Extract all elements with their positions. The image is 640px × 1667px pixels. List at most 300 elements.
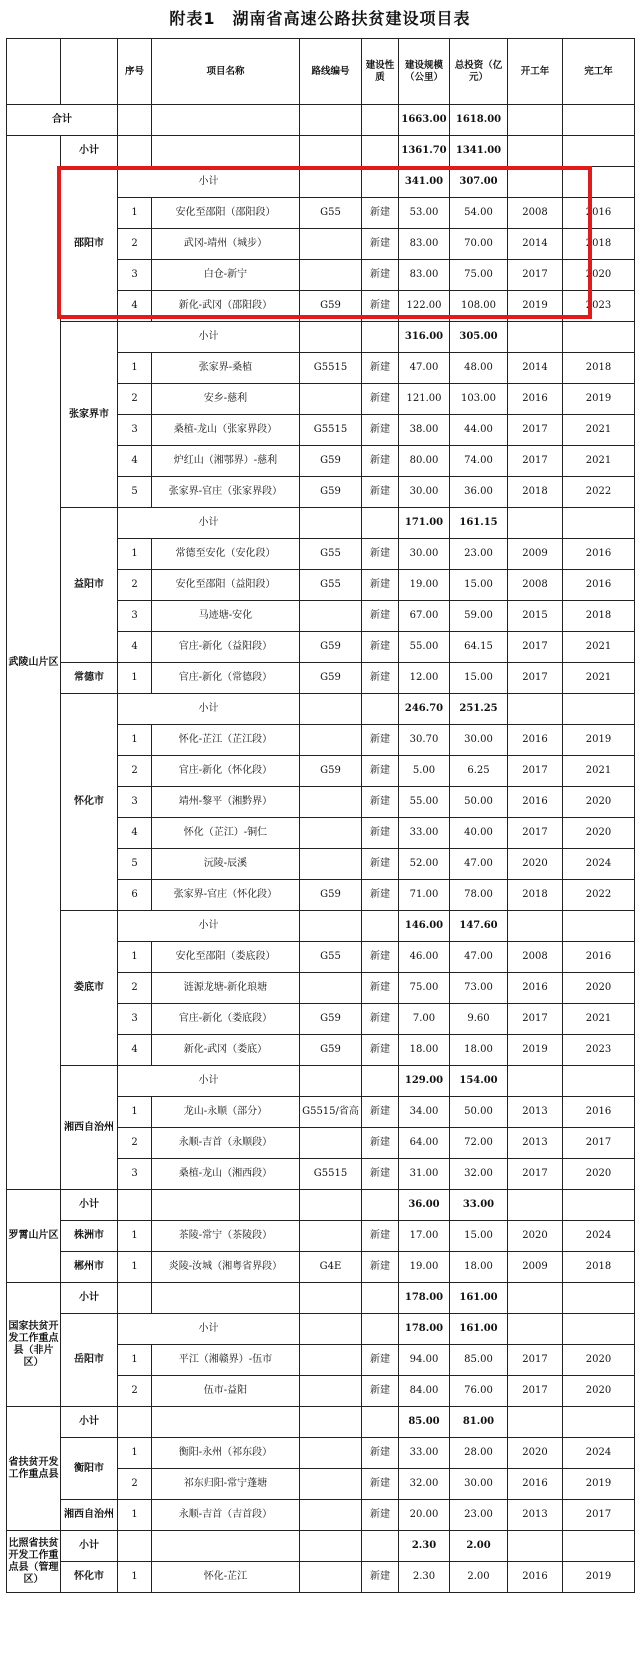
project-start: 2020 (508, 1438, 563, 1469)
cell (362, 167, 399, 198)
project-seq: 1 (118, 539, 152, 570)
project-end: 2024 (563, 1438, 635, 1469)
project-route: G59 (300, 880, 362, 911)
project-invest: 70.00 (450, 229, 508, 260)
project-name: 官庄-新化（娄底段） (152, 1004, 300, 1035)
project-nature: 新建 (362, 384, 399, 415)
project-end: 2020 (563, 1159, 635, 1190)
project-seq: 2 (118, 1128, 152, 1159)
region-subtotal-label: 小计 (61, 1190, 118, 1221)
project-invest: 18.00 (450, 1252, 508, 1283)
project-name: 炉红山（湘鄂界）-慈利 (152, 446, 300, 477)
region-subtotal-row (7, 136, 635, 167)
project-seq: 1 (118, 663, 152, 694)
project-name: 桑植-龙山（张家界段） (152, 415, 300, 446)
project-invest: 9.60 (450, 1004, 508, 1035)
cell (300, 136, 362, 167)
project-start: 2016 (508, 725, 563, 756)
cell (508, 694, 563, 725)
cell (563, 167, 635, 198)
project-end: 2016 (563, 942, 635, 973)
cell (300, 508, 362, 539)
city-subtotal-invest: 154.00 (450, 1066, 508, 1097)
cell (563, 508, 635, 539)
project-end: 2021 (563, 756, 635, 787)
header-region (7, 39, 61, 105)
cell (508, 1190, 563, 1221)
header-invest: 总投资（亿元） (450, 39, 508, 105)
project-name: 安化至邵阳（邵阳段） (152, 198, 300, 229)
project-invest: 73.00 (450, 973, 508, 1004)
project-end: 2023 (563, 1035, 635, 1066)
project-invest: 76.00 (450, 1376, 508, 1407)
project-start: 2017 (508, 756, 563, 787)
project-name: 安乡-慈利 (152, 384, 300, 415)
project-end: 2018 (563, 1252, 635, 1283)
project-scale: 19.00 (399, 570, 450, 601)
project-nature: 新建 (362, 1562, 399, 1593)
project-scale: 7.00 (399, 1004, 450, 1035)
project-seq: 3 (118, 1004, 152, 1035)
project-scale: 12.00 (399, 663, 450, 694)
project-scale: 31.00 (399, 1159, 450, 1190)
cell (118, 1283, 152, 1314)
project-invest: 15.00 (450, 663, 508, 694)
project-nature: 新建 (362, 260, 399, 291)
project-route (300, 229, 362, 260)
project-route (300, 1438, 362, 1469)
project-nature: 新建 (362, 477, 399, 508)
header-scale: 建设规模（公里） (399, 39, 450, 105)
project-seq: 1 (118, 1097, 152, 1128)
project-nature: 新建 (362, 632, 399, 663)
project-scale: 5.00 (399, 756, 450, 787)
project-name: 白仓-新宁 (152, 260, 300, 291)
city-name: 岳阳市 (61, 1314, 118, 1407)
cell (563, 322, 635, 353)
project-start: 2008 (508, 942, 563, 973)
region-name: 比照省扶贫开发工作重点县（管理区） (7, 1531, 61, 1593)
project-end: 2019 (563, 1469, 635, 1500)
project-scale: 122.00 (399, 291, 450, 322)
project-scale: 20.00 (399, 1500, 450, 1531)
cell (508, 1283, 563, 1314)
cell (563, 1283, 635, 1314)
project-invest: 15.00 (450, 570, 508, 601)
project-route (300, 1469, 362, 1500)
project-end: 2020 (563, 260, 635, 291)
project-name: 怀化（芷江）-铜仁 (152, 818, 300, 849)
city-subtotal-scale: 129.00 (399, 1066, 450, 1097)
city-subtotal-invest: 147.60 (450, 911, 508, 942)
cell (362, 1066, 399, 1097)
project-seq: 2 (118, 1376, 152, 1407)
header-nature: 建设性质 (362, 39, 399, 105)
project-name: 沅陵-辰溪 (152, 849, 300, 880)
cell (563, 1407, 635, 1438)
city-name: 湘西自治州 (61, 1066, 118, 1190)
project-start: 2017 (508, 446, 563, 477)
project-scale: 38.00 (399, 415, 450, 446)
project-route (300, 1345, 362, 1376)
city-subtotal-scale: 178.00 (399, 1314, 450, 1345)
project-start: 2009 (508, 1252, 563, 1283)
project-route (300, 973, 362, 1004)
region-subtotal-invest: 161.00 (450, 1283, 508, 1314)
project-nature: 新建 (362, 1469, 399, 1500)
project-scale: 47.00 (399, 353, 450, 384)
project-start: 2019 (508, 291, 563, 322)
project-name: 常德至安化（安化段） (152, 539, 300, 570)
cell (563, 136, 635, 167)
project-start: 2013 (508, 1097, 563, 1128)
region-name: 国家扶贫开发工作重点县（非片区） (7, 1283, 61, 1407)
cell (300, 1531, 362, 1562)
region-subtotal-label: 小计 (61, 1407, 118, 1438)
project-start: 2016 (508, 787, 563, 818)
project-end: 2018 (563, 229, 635, 260)
project-route (300, 725, 362, 756)
city-name: 株洲市 (61, 1221, 118, 1252)
project-seq: 1 (118, 1345, 152, 1376)
project-seq: 1 (118, 725, 152, 756)
region-subtotal-label: 小计 (61, 136, 118, 167)
project-name: 桑植-龙山（湘西段） (152, 1159, 300, 1190)
project-end: 2016 (563, 198, 635, 229)
project-name: 张家界-桑植 (152, 353, 300, 384)
region-subtotal-label: 小计 (61, 1531, 118, 1562)
region-subtotal-row (7, 1407, 635, 1438)
city-subtotal-invest: 251.25 (450, 694, 508, 725)
cell (118, 1407, 152, 1438)
project-name: 怀化-芷江（芷江段） (152, 725, 300, 756)
project-route: G59 (300, 446, 362, 477)
project-name: 炎陵-汝城（湘粤省界段） (152, 1252, 300, 1283)
project-seq: 5 (118, 849, 152, 880)
project-scale: 33.00 (399, 1438, 450, 1469)
project-route: G55 (300, 539, 362, 570)
city-subtotal-scale: 341.00 (399, 167, 450, 198)
project-route (300, 1376, 362, 1407)
project-invest: 59.00 (450, 601, 508, 632)
project-nature: 新建 (362, 880, 399, 911)
project-start: 2016 (508, 1562, 563, 1593)
project-end: 2022 (563, 477, 635, 508)
cell (508, 1314, 563, 1345)
project-nature: 新建 (362, 353, 399, 384)
city-name: 张家界市 (61, 322, 118, 508)
grand-total-invest: 1618.00 (450, 105, 508, 136)
project-end: 2016 (563, 1097, 635, 1128)
project-invest: 50.00 (450, 1097, 508, 1128)
cell (118, 1190, 152, 1221)
project-end: 2020 (563, 1376, 635, 1407)
project-invest: 18.00 (450, 1035, 508, 1066)
project-start: 2019 (508, 1035, 563, 1066)
project-nature: 新建 (362, 1252, 399, 1283)
project-start: 2017 (508, 818, 563, 849)
project-seq: 1 (118, 1500, 152, 1531)
project-nature: 新建 (362, 1097, 399, 1128)
project-route: G59 (300, 477, 362, 508)
city-subtotal-label: 小计 (118, 322, 300, 353)
city-name: 常德市 (61, 663, 118, 694)
project-end: 2024 (563, 849, 635, 880)
project-name: 安化至邵阳（益阳段） (152, 570, 300, 601)
region-subtotal-scale: 178.00 (399, 1283, 450, 1314)
project-name: 伍市-益阳 (152, 1376, 300, 1407)
cell (362, 1190, 399, 1221)
project-name: 新化-武冈（娄底） (152, 1035, 300, 1066)
project-seq: 1 (118, 353, 152, 384)
project-scale: 30.00 (399, 539, 450, 570)
project-invest: 72.00 (450, 1128, 508, 1159)
project-scale: 46.00 (399, 942, 450, 973)
cell (300, 1407, 362, 1438)
project-end: 2016 (563, 570, 635, 601)
project-nature: 新建 (362, 818, 399, 849)
project-start: 2017 (508, 1376, 563, 1407)
cell (563, 1531, 635, 1562)
project-route: G59 (300, 663, 362, 694)
project-row (7, 1562, 635, 1593)
project-nature: 新建 (362, 601, 399, 632)
project-end: 2020 (563, 787, 635, 818)
project-nature: 新建 (362, 1376, 399, 1407)
cell (300, 911, 362, 942)
project-invest: 50.00 (450, 787, 508, 818)
project-start: 2016 (508, 384, 563, 415)
project-route: G55 (300, 570, 362, 601)
project-route (300, 787, 362, 818)
cell (362, 1283, 399, 1314)
project-seq: 4 (118, 1035, 152, 1066)
city-subtotal-scale: 171.00 (399, 508, 450, 539)
project-end: 2017 (563, 1500, 635, 1531)
project-end: 2017 (563, 1128, 635, 1159)
project-scale: 67.00 (399, 601, 450, 632)
project-nature: 新建 (362, 1128, 399, 1159)
project-seq: 1 (118, 198, 152, 229)
project-seq: 2 (118, 1469, 152, 1500)
cell (152, 1407, 300, 1438)
poverty-project-table (6, 38, 635, 1593)
region-subtotal-row (7, 1283, 635, 1314)
project-scale: 19.00 (399, 1252, 450, 1283)
region-subtotal-scale: 1361.70 (399, 136, 450, 167)
project-name: 祁东归阳-常宁蓬塘 (152, 1469, 300, 1500)
project-name: 武冈-靖州（城步） (152, 229, 300, 260)
cell (563, 911, 635, 942)
cell (300, 167, 362, 198)
city-name: 郴州市 (61, 1252, 118, 1283)
project-route: G5515 (300, 353, 362, 384)
project-seq: 4 (118, 632, 152, 663)
project-nature: 新建 (362, 570, 399, 601)
project-end: 2021 (563, 1004, 635, 1035)
project-invest: 2.00 (450, 1562, 508, 1593)
project-nature: 新建 (362, 229, 399, 260)
project-start: 2014 (508, 229, 563, 260)
project-route (300, 1500, 362, 1531)
project-scale: 18.00 (399, 1035, 450, 1066)
project-start: 2014 (508, 353, 563, 384)
cell (362, 322, 399, 353)
cell (508, 136, 563, 167)
project-nature: 新建 (362, 725, 399, 756)
project-route: G55 (300, 942, 362, 973)
project-seq: 6 (118, 880, 152, 911)
region-name: 省扶贫开发工作重点县 (7, 1407, 61, 1531)
project-start: 2017 (508, 663, 563, 694)
project-nature: 新建 (362, 291, 399, 322)
cell (563, 1190, 635, 1221)
project-start: 2016 (508, 973, 563, 1004)
project-scale: 83.00 (399, 229, 450, 260)
project-scale: 30.00 (399, 477, 450, 508)
city-subtotal-row (7, 911, 635, 942)
header-seq: 序号 (118, 39, 152, 105)
project-route: G59 (300, 291, 362, 322)
cell (508, 1066, 563, 1097)
table-header (7, 39, 635, 105)
project-invest: 64.15 (450, 632, 508, 663)
city-subtotal-row (7, 508, 635, 539)
city-name: 衡阳市 (61, 1438, 118, 1500)
cell (362, 1407, 399, 1438)
cell (508, 508, 563, 539)
project-start: 2017 (508, 1159, 563, 1190)
project-name: 茶陵-常宁（茶陵段） (152, 1221, 300, 1252)
cell (118, 136, 152, 167)
project-name: 官庄-新化（常德段） (152, 663, 300, 694)
grand-total-label: 合计 (7, 105, 118, 136)
cell (300, 1066, 362, 1097)
city-subtotal-row (7, 694, 635, 725)
project-invest: 36.00 (450, 477, 508, 508)
cell (152, 136, 300, 167)
project-start: 2020 (508, 1221, 563, 1252)
project-name: 张家界-官庄（张家界段） (152, 477, 300, 508)
project-nature: 新建 (362, 1500, 399, 1531)
project-end: 2021 (563, 415, 635, 446)
cell (300, 694, 362, 725)
cell (508, 911, 563, 942)
city-name: 怀化市 (61, 1562, 118, 1593)
cell (563, 1066, 635, 1097)
project-scale: 83.00 (399, 260, 450, 291)
city-subtotal-row (7, 167, 635, 198)
project-nature: 新建 (362, 415, 399, 446)
project-row (7, 1221, 635, 1252)
project-start: 2020 (508, 849, 563, 880)
project-nature: 新建 (362, 1159, 399, 1190)
project-scale: 75.00 (399, 973, 450, 1004)
project-start: 2017 (508, 1345, 563, 1376)
project-seq: 2 (118, 570, 152, 601)
project-name: 平江（湘赣界）-伍市 (152, 1345, 300, 1376)
project-scale: 33.00 (399, 818, 450, 849)
project-invest: 74.00 (450, 446, 508, 477)
project-route (300, 601, 362, 632)
project-start: 2008 (508, 198, 563, 229)
project-scale: 34.00 (399, 1097, 450, 1128)
header-name: 项目名称 (152, 39, 300, 105)
project-nature: 新建 (362, 1035, 399, 1066)
project-name: 新化-武冈（邵阳段） (152, 291, 300, 322)
project-invest: 48.00 (450, 353, 508, 384)
project-name: 永顺-吉首（吉首段） (152, 1500, 300, 1531)
project-route: G5515/省高 (300, 1097, 362, 1128)
project-nature: 新建 (362, 446, 399, 477)
project-start: 2017 (508, 415, 563, 446)
project-start: 2017 (508, 1004, 563, 1035)
project-row (7, 663, 635, 694)
project-invest: 47.00 (450, 849, 508, 880)
region-subtotal-row (7, 1531, 635, 1562)
grand-total-row (7, 105, 635, 136)
project-invest: 30.00 (450, 1469, 508, 1500)
project-row (7, 1252, 635, 1283)
header-end: 完工年 (563, 39, 635, 105)
project-name: 官庄-新化（怀化段） (152, 756, 300, 787)
cell (563, 694, 635, 725)
region-subtotal-invest: 81.00 (450, 1407, 508, 1438)
project-invest: 44.00 (450, 415, 508, 446)
project-end: 2019 (563, 384, 635, 415)
region-name: 武陵山片区 (7, 136, 61, 1190)
project-route: G5515 (300, 1159, 362, 1190)
cell (362, 1314, 399, 1345)
project-end: 2018 (563, 353, 635, 384)
project-scale: 2.30 (399, 1562, 450, 1593)
project-end: 2019 (563, 725, 635, 756)
project-row (7, 1438, 635, 1469)
project-start: 2016 (508, 1469, 563, 1500)
project-nature: 新建 (362, 539, 399, 570)
project-seq: 3 (118, 260, 152, 291)
project-route (300, 384, 362, 415)
project-start: 2009 (508, 539, 563, 570)
project-invest: 54.00 (450, 198, 508, 229)
cell (118, 1531, 152, 1562)
project-scale: 30.70 (399, 725, 450, 756)
project-invest: 23.00 (450, 539, 508, 570)
project-nature: 新建 (362, 1221, 399, 1252)
project-seq: 3 (118, 787, 152, 818)
project-invest: 32.00 (450, 1159, 508, 1190)
city-subtotal-invest: 305.00 (450, 322, 508, 353)
region-subtotal-scale: 2.30 (399, 1531, 450, 1562)
city-subtotal-row (7, 1314, 635, 1345)
project-invest: 108.00 (450, 291, 508, 322)
city-subtotal-invest: 161.00 (450, 1314, 508, 1345)
project-name: 衡阳-永州（祁东段） (152, 1438, 300, 1469)
project-end: 2022 (563, 880, 635, 911)
project-nature: 新建 (362, 663, 399, 694)
project-start: 2013 (508, 1500, 563, 1531)
project-seq: 1 (118, 942, 152, 973)
project-invest: 23.00 (450, 1500, 508, 1531)
city-name: 怀化市 (61, 694, 118, 911)
project-seq: 1 (118, 1221, 152, 1252)
city-subtotal-invest: 307.00 (450, 167, 508, 198)
project-end: 2023 (563, 291, 635, 322)
cell (508, 167, 563, 198)
project-name: 龙山-永顺（部分） (152, 1097, 300, 1128)
project-route: G5515 (300, 415, 362, 446)
cell (508, 1531, 563, 1562)
